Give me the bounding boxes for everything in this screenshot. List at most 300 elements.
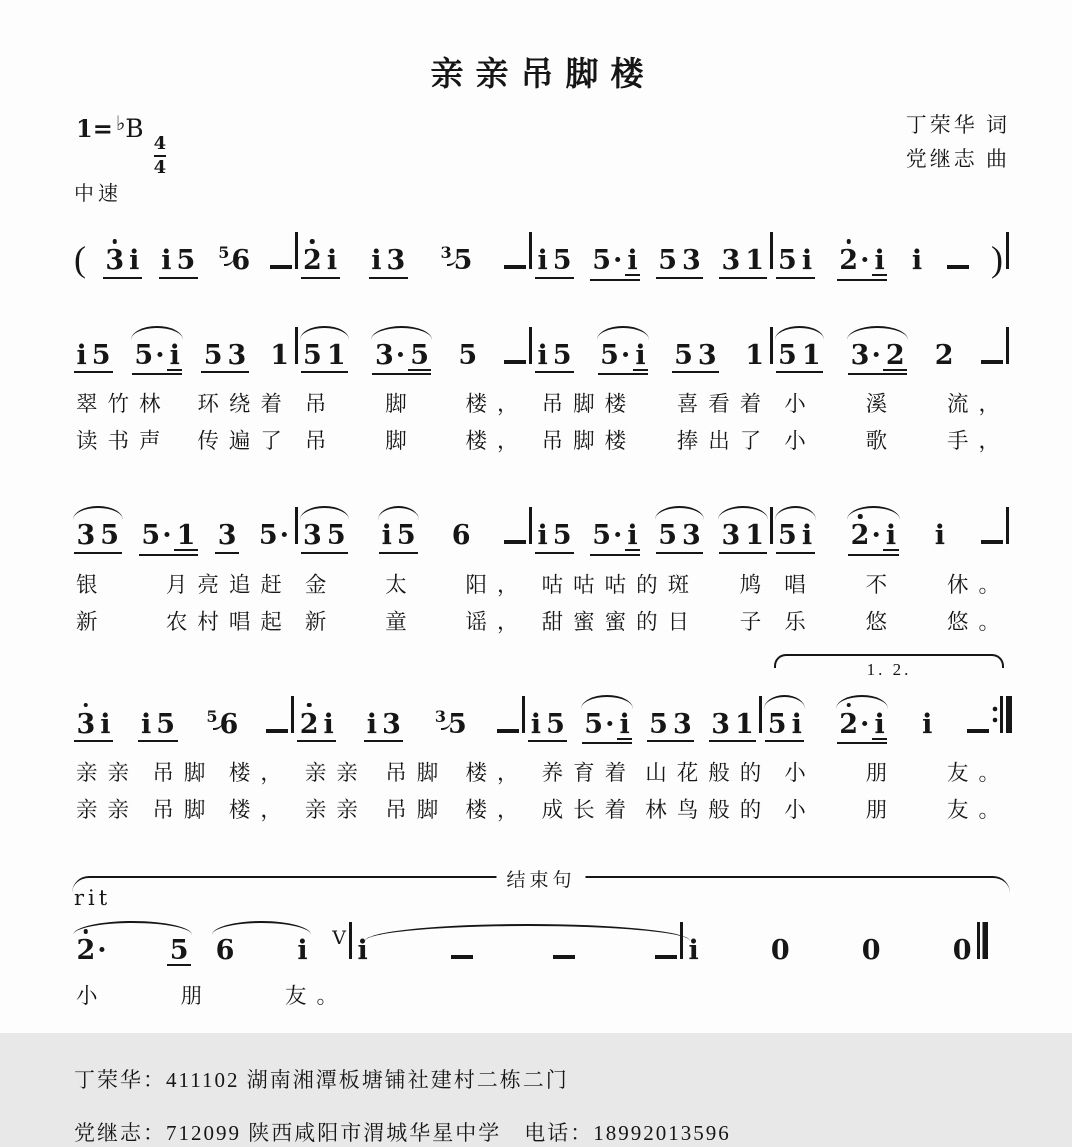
bar-spacer — [773, 605, 782, 636]
tie — [365, 924, 690, 941]
duration-dash — [981, 360, 1003, 364]
note-digit: i — [357, 935, 368, 966]
barline — [349, 922, 352, 959]
note — [295, 937, 310, 964]
lyric-word: 成长着 — [541, 798, 637, 822]
note-group — [848, 522, 898, 556]
lyric-word: 楼， — [465, 429, 529, 453]
lyric-word: 亲亲 — [304, 798, 368, 822]
coda-bracket — [72, 870, 1010, 893]
note-digit: 5 — [453, 245, 473, 276]
note-digit: 3 — [76, 520, 96, 551]
measure — [74, 339, 292, 376]
lyric-word: 唱 — [784, 572, 816, 597]
duration-dash — [270, 265, 292, 269]
augmentation-dot: · — [155, 339, 165, 371]
note-digit: 1 — [801, 339, 821, 371]
grace-note: 3 — [434, 706, 447, 726]
note — [768, 937, 792, 964]
lyric-word: 朋 — [865, 798, 898, 822]
note-digit: 1 — [734, 708, 754, 740]
note — [883, 339, 907, 371]
note-digit: 3 — [227, 339, 247, 371]
note-digit: i — [801, 245, 813, 276]
breath-mark: V — [332, 927, 346, 949]
lyric-measure — [782, 568, 1012, 599]
barline — [529, 507, 532, 544]
note — [848, 522, 883, 549]
note-digit: 5 — [767, 708, 787, 740]
note-digit: 5 — [303, 339, 322, 371]
lyric-measure — [694, 979, 986, 1010]
lyric-word: 朋 — [865, 761, 898, 785]
measure — [776, 339, 1004, 376]
duration-dash — [451, 955, 473, 959]
lyric-word: 小 — [784, 761, 816, 785]
slur — [836, 695, 888, 709]
lyric-word: 子 — [739, 609, 772, 634]
lyric-word: 亲亲 — [304, 761, 368, 785]
lyrics-row — [74, 568, 1012, 599]
barline — [529, 327, 532, 364]
slur — [775, 506, 816, 520]
bar-spacer — [294, 568, 303, 599]
lyric-word: 吊脚 — [385, 761, 449, 785]
note — [776, 339, 800, 371]
barline — [770, 507, 773, 544]
note-group — [765, 708, 804, 743]
bar-spacer — [773, 424, 782, 455]
note — [765, 708, 789, 740]
lyric-measure — [782, 424, 1012, 455]
note — [456, 339, 480, 371]
music-system — [74, 327, 1012, 456]
note-group — [837, 247, 887, 281]
note-digit: i — [627, 245, 638, 276]
note — [680, 247, 704, 274]
note — [408, 339, 432, 371]
measure — [535, 247, 767, 281]
lyric-measure — [782, 756, 1012, 787]
note-group — [909, 247, 924, 274]
note-digit: 5 — [658, 520, 678, 551]
lyric-word: 悠。 — [946, 609, 1010, 634]
note — [732, 708, 756, 740]
note — [550, 247, 574, 274]
note — [535, 247, 550, 274]
lyric-measure — [540, 387, 774, 418]
lyric-measure — [540, 568, 774, 599]
bar-spacer — [773, 756, 782, 787]
note — [324, 339, 348, 371]
lyric-word: 楼， — [465, 761, 529, 785]
note-group — [431, 706, 469, 740]
note-group — [686, 937, 701, 964]
lyric-measure — [782, 387, 1012, 418]
note-group — [132, 339, 182, 376]
key-signature — [76, 111, 166, 177]
note-digit: i — [530, 708, 542, 740]
note-digit: 2 — [885, 339, 905, 371]
measure — [74, 706, 288, 743]
lyric-word: 小 — [784, 392, 816, 416]
note-group — [301, 339, 349, 374]
note-digit: 3 — [721, 245, 741, 276]
note-group — [528, 708, 567, 743]
note-group — [932, 522, 947, 549]
note — [437, 243, 475, 276]
note-group — [379, 522, 418, 554]
note — [528, 708, 543, 740]
note-digit: 5 — [203, 339, 223, 371]
note — [776, 522, 800, 549]
note-digit: 5 — [410, 339, 429, 371]
note-digit: i — [874, 245, 885, 276]
note-digit: i — [366, 708, 378, 740]
note-digit: 5 — [584, 708, 604, 740]
lyric-word: 友。 — [946, 798, 1010, 822]
note — [213, 937, 237, 964]
barline — [295, 507, 298, 544]
page-title: 亲亲吊脚楼 — [430, 57, 656, 93]
note-digit: 2 — [839, 708, 859, 740]
lyric-word: 喜看着 — [676, 392, 772, 416]
note-digit: 5 — [156, 708, 176, 740]
lyric-word: 亲亲 — [76, 761, 140, 785]
note-group — [437, 243, 475, 276]
music-area — [74, 232, 1012, 1010]
note-digit: 2 — [76, 935, 96, 966]
barline — [1006, 232, 1009, 269]
note-digit: 5 — [592, 245, 611, 276]
slur — [131, 326, 183, 340]
lyric-word: 金 — [304, 572, 337, 597]
lyric-measure — [74, 387, 294, 418]
parenthesis: ) — [991, 239, 1004, 279]
note-group — [215, 243, 253, 276]
note-group — [268, 339, 292, 371]
note-digit: 5 — [134, 339, 154, 371]
note-digit: 2 — [303, 245, 322, 276]
note-digit: 2 — [299, 708, 319, 740]
duration-dash — [504, 360, 526, 364]
note — [743, 247, 767, 274]
bar-spacer — [685, 979, 694, 1010]
meter-numerator: 4 — [153, 133, 167, 154]
note-digit: i — [911, 245, 923, 276]
slur — [73, 921, 192, 935]
duration-dash — [497, 729, 519, 733]
note-digit: 5 — [91, 339, 111, 371]
tonic-label: 1= — [76, 114, 113, 143]
note — [799, 339, 823, 371]
note — [167, 339, 182, 371]
note-group — [837, 708, 887, 745]
notation-row — [74, 232, 1012, 281]
lyric-word: 读书声 — [76, 429, 171, 453]
measure — [535, 522, 767, 556]
note-group — [364, 708, 403, 743]
note-digit: 3 — [76, 708, 96, 740]
note — [590, 247, 625, 274]
note-digit: 0 — [861, 935, 881, 966]
lyric-word: 银 — [76, 572, 108, 597]
note-group — [297, 708, 336, 743]
note-digit: 5 — [169, 935, 189, 966]
measure — [765, 708, 989, 745]
note-digit: 5 — [658, 245, 678, 276]
lyrics-row — [74, 387, 1012, 418]
note-group — [776, 247, 815, 279]
note — [431, 706, 469, 740]
note — [550, 522, 574, 549]
slur — [597, 326, 649, 340]
duration-dash — [504, 540, 526, 544]
note-group — [859, 937, 883, 964]
lyric-measure — [540, 756, 774, 787]
note-digit: 0 — [952, 935, 972, 966]
note — [89, 339, 113, 371]
augmentation-dot: · — [279, 520, 290, 551]
note-group — [848, 339, 907, 376]
note — [799, 247, 814, 274]
duration-dash — [504, 265, 526, 269]
note-group — [159, 247, 198, 279]
slur — [847, 326, 908, 340]
note-digit: 1 — [270, 339, 289, 371]
notation-row — [74, 327, 1012, 376]
note — [719, 522, 743, 549]
bar-spacer — [531, 605, 540, 636]
grace-note: 3 — [440, 243, 452, 262]
note-digit: i — [371, 245, 382, 276]
barline — [770, 327, 773, 364]
note — [384, 247, 408, 274]
note — [139, 522, 174, 549]
music-system — [74, 507, 1012, 636]
note-group — [932, 339, 956, 371]
lyric-word: 林鸟般的 — [645, 798, 772, 822]
barline — [1006, 507, 1009, 544]
note-digit: i — [381, 520, 392, 551]
slur — [300, 506, 350, 520]
note-group — [201, 339, 249, 374]
measure — [355, 937, 677, 967]
measure — [776, 239, 1004, 281]
volta-label: 1. 2. — [866, 659, 912, 679]
lyric-word: 吊脚 — [152, 761, 216, 785]
note — [633, 339, 648, 371]
lyric-measure — [303, 424, 531, 455]
lyric-word: 楼， — [465, 392, 529, 416]
note-group — [920, 708, 935, 740]
note — [909, 247, 924, 274]
barline — [291, 696, 294, 733]
note-digit: i — [885, 520, 897, 551]
note — [324, 522, 348, 549]
note — [372, 339, 407, 371]
augmentation-dot: · — [612, 520, 623, 551]
bar-spacer — [773, 793, 782, 824]
note-group — [256, 522, 291, 549]
note-digit: 2 — [934, 339, 954, 371]
note — [301, 339, 325, 371]
note-digit: i — [100, 708, 111, 740]
credits — [906, 109, 1010, 176]
note-digit: 5 — [546, 708, 565, 740]
note — [883, 522, 898, 551]
lyric-measure — [74, 979, 350, 1010]
lyric-word: 吊 — [304, 429, 337, 453]
rit-marking: rit — [74, 886, 112, 910]
note — [394, 522, 418, 549]
note-group — [456, 339, 480, 371]
note-digit: 5 — [176, 245, 196, 276]
note-digit: i — [537, 245, 548, 276]
slur — [775, 326, 825, 340]
note-digit: i — [129, 245, 140, 276]
lyric-measure — [540, 793, 774, 824]
note-digit: 3 — [697, 339, 717, 371]
note-digit: 5 — [778, 520, 797, 551]
lyric-word: 捧出了 — [676, 429, 772, 453]
note — [598, 339, 633, 371]
lyric-measure — [303, 387, 531, 418]
note — [672, 339, 696, 371]
note-digit: 5 — [100, 520, 120, 551]
coda-label: 结束句 — [496, 865, 585, 892]
note-group — [768, 937, 792, 964]
note — [670, 708, 694, 740]
lyric-word: 乐 — [784, 609, 816, 634]
note-digit: i — [326, 245, 338, 276]
note-digit: 1 — [745, 520, 765, 551]
note-group — [355, 937, 370, 964]
duration-dash — [655, 955, 677, 959]
lyric-word: 朋 — [180, 984, 212, 1008]
note-digit: 3 — [711, 708, 730, 740]
note-group — [369, 247, 408, 279]
augmentation-dot: · — [620, 339, 631, 371]
note — [656, 522, 680, 549]
barline — [295, 232, 298, 269]
note-digit: 3 — [721, 520, 741, 551]
lyric-word: 甜蜜蜜的日 — [541, 609, 700, 634]
note — [301, 247, 325, 274]
lyric-word: 手， — [946, 429, 1010, 453]
note-digit: 6 — [215, 935, 235, 966]
lyric-word: 友。 — [284, 984, 348, 1008]
note — [138, 708, 153, 740]
slur — [718, 506, 768, 520]
note — [98, 708, 113, 740]
lyric-measure — [303, 568, 531, 599]
lyric-word: 新 — [304, 609, 337, 634]
lyrics-row — [74, 756, 1012, 787]
note-group — [139, 522, 198, 556]
measure — [74, 927, 346, 966]
note-group — [590, 247, 640, 281]
lyric-word: 悠 — [865, 609, 898, 634]
note — [535, 522, 550, 549]
lyric-measure — [782, 793, 1012, 824]
note-digit: i — [537, 339, 548, 371]
note-group — [449, 522, 473, 549]
note-digit: 5 — [141, 520, 161, 551]
note-digit: 3 — [217, 520, 237, 551]
bar-spacer — [531, 568, 540, 599]
lyric-word: 吊脚楼 — [541, 429, 637, 453]
note-digit: 3 — [672, 708, 692, 740]
lyricist-credit: 丁荣华 词 — [905, 113, 1010, 137]
lyric-measure — [540, 605, 774, 636]
note-group — [74, 708, 113, 743]
lyric-word: 楼， — [465, 798, 529, 822]
note-digit: 2 — [850, 520, 870, 551]
grace-note: 5 — [206, 706, 218, 726]
slur — [212, 921, 311, 935]
note — [709, 708, 733, 740]
note — [201, 339, 225, 371]
note-digit: 3 — [303, 520, 322, 551]
note — [719, 247, 743, 274]
lyric-word: 养育着 — [541, 761, 637, 785]
slur — [764, 695, 805, 709]
lyric-measure — [74, 793, 294, 824]
augmentation-dot: · — [97, 935, 107, 966]
lyric-measure — [303, 793, 531, 824]
note — [74, 339, 89, 371]
note-digit: 5 — [600, 339, 619, 371]
bar-spacer — [350, 979, 359, 1010]
note-group — [74, 937, 191, 966]
lyric-word: 吊脚 — [385, 798, 449, 822]
slur — [847, 506, 899, 520]
lyric-word: 休。 — [946, 572, 1010, 597]
lyric-word: 友。 — [946, 761, 1010, 785]
note — [174, 247, 198, 274]
note-group — [203, 706, 241, 740]
note — [550, 339, 574, 371]
note-group — [647, 708, 695, 743]
note-digit: 1 — [745, 245, 765, 276]
barline — [295, 327, 298, 364]
note — [872, 708, 887, 740]
augmentation-dot: · — [871, 520, 881, 551]
measure — [301, 339, 527, 376]
lyric-word: 阳， — [465, 572, 529, 597]
grace-note: 5 — [218, 243, 230, 262]
note-digit: i — [874, 708, 885, 740]
note — [932, 339, 956, 371]
note-digit: 6 — [451, 520, 471, 551]
note — [380, 708, 404, 740]
lyric-word: 楼， — [228, 798, 292, 822]
note-digit: 6 — [219, 708, 239, 740]
note — [355, 937, 370, 964]
lyric-measure — [303, 605, 531, 636]
augmentation-dot: · — [395, 339, 406, 371]
note-digit: 3 — [850, 339, 870, 371]
lyric-measure — [359, 979, 685, 1010]
note-digit: 5 — [552, 245, 572, 276]
note — [686, 937, 701, 964]
note-digit: i — [619, 708, 630, 740]
lyric-word: 童 — [385, 609, 417, 634]
lyric-word: 吊脚 — [152, 798, 216, 822]
lyric-measure — [782, 605, 1012, 636]
note — [544, 708, 568, 740]
